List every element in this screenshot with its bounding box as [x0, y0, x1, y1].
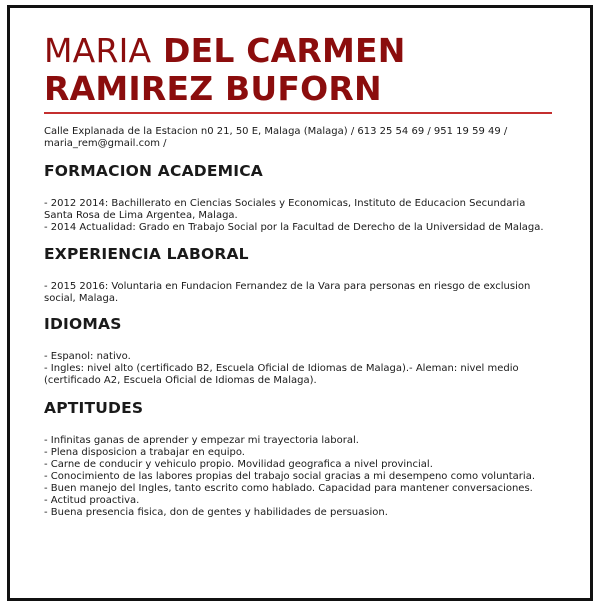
- section-entries: [44, 281, 554, 305]
- section-title: APTITUDES: [44, 399, 144, 417]
- section-entries: [44, 435, 554, 519]
- section-entries: [44, 351, 554, 387]
- list-item: - 2012 2014: Bachillerato en Ciencias Sociales y Economicas, Instituto de Educacion Secundaria Santa Rosa de Lima Argentea, Malaga.: [44, 198, 526, 221]
- first-name: MARIA: [44, 31, 152, 70]
- contact-info: Calle Explanada de la Estacion n0 21, 50 E, Malaga (Malaga) / 613 25 54 69 / 951 19 59 49 / maria_rem@gmail.com /: [44, 126, 508, 149]
- section-education: [44, 162, 554, 234]
- last-names: RAMIREZ BUFORN: [44, 69, 382, 108]
- section-entries: [44, 198, 554, 234]
- header-divider: [44, 112, 552, 114]
- list-item: - Conocimiento de las labores propias del trabajo social gracias a mi desempeno como voluntaria.: [44, 471, 535, 482]
- section-title: FORMACION ACADEMICA: [44, 162, 263, 180]
- list-item: - Ingles: nivel alto (certificado B2, Escuela Oficial de Idiomas de Malaga).- Aleman: nivel medio (certificado A2, Escuela Oficial de Idiomas de Malaga).: [44, 363, 519, 386]
- section-experience: [44, 245, 554, 305]
- list-item: - Buena presencia fisica, don de gentes y habilidades de persuasion.: [44, 507, 388, 518]
- section-title: EXPERIENCIA LABORAL: [44, 245, 249, 263]
- section-skills: [44, 399, 554, 519]
- section-title: IDIOMAS: [44, 315, 122, 333]
- list-item: - Infinitas ganas de aprender y empezar mi trayectoria laboral.: [44, 435, 359, 446]
- section-languages: [44, 315, 554, 387]
- list-item: - Actitud proactiva.: [44, 495, 140, 506]
- middle-names: DEL CARMEN: [163, 31, 406, 70]
- list-item: - Buen manejo del Ingles, tanto escrito como hablado. Capacidad para mantener conversaciones.: [44, 483, 533, 494]
- resume-page: [44, 32, 554, 519]
- list-item: - 2015 2016: Voluntaria en Fundacion Fernandez de la Vara para personas en riesgo de exclusion social, Malaga.: [44, 281, 531, 304]
- list-item: - Carne de conducir y vehiculo propio. Movilidad geografica a nivel provincial.: [44, 459, 433, 470]
- resume-name: [44, 32, 554, 108]
- list-item: - 2014 Actualidad: Grado en Trabajo Social por la Facultad de Derecho de la Universidad de Malaga.: [44, 222, 544, 233]
- list-item: - Espanol: nativo.: [44, 351, 131, 362]
- list-item: - Plena disposicion a trabajar en equipo.: [44, 447, 245, 458]
